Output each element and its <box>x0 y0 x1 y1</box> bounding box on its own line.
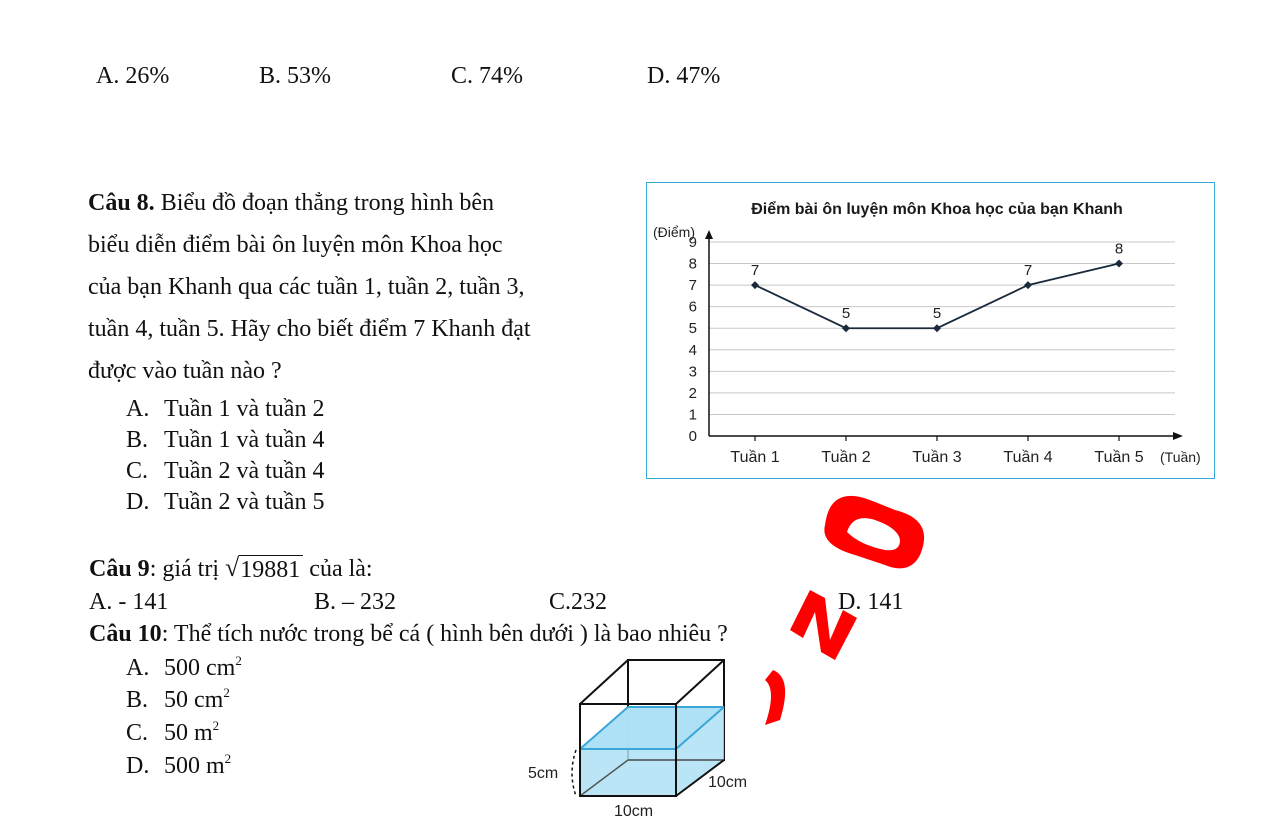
q10-option-c <box>126 719 219 747</box>
q8-line-5: được vào tuần nào ? <box>88 358 282 384</box>
watermark-letter-n-icon <box>790 590 857 660</box>
x-axis-arrow-icon <box>1173 432 1183 440</box>
q10-question <box>89 620 728 648</box>
height-label: 5cm <box>528 765 559 782</box>
sqrt-expression <box>225 555 303 584</box>
option-letter: B. <box>126 687 149 713</box>
q7-option-c: C. 74% <box>451 63 523 89</box>
q10-option-d <box>126 752 231 780</box>
q10-option-b <box>126 686 230 714</box>
x-tick-label: Tuần 3 <box>912 449 962 466</box>
y-tick-label: 7 <box>688 277 697 295</box>
option-exponent: 2 <box>212 718 220 733</box>
option-exponent: 2 <box>224 751 232 766</box>
data-point <box>1024 281 1032 289</box>
line-chart <box>646 182 1215 479</box>
option-value: 50 m <box>164 720 213 746</box>
radicand: 19881 <box>239 555 303 584</box>
y-tick-label: 5 <box>688 320 697 338</box>
option-exponent: 2 <box>235 653 242 668</box>
data-label: 7 <box>750 262 760 280</box>
data-point <box>751 281 759 289</box>
y-tick-label: 2 <box>688 384 697 402</box>
q9-question <box>89 555 373 584</box>
depth-label: 10cm <box>708 774 748 791</box>
q9-option-a: A. - 141 <box>89 589 169 615</box>
q9-label: Câu 9 <box>89 556 150 582</box>
watermark <box>735 480 965 730</box>
q7-option-a: A. 26% <box>96 63 170 89</box>
q9-text-before: : giá trị <box>149 556 226 582</box>
sqrt-symbol-icon: √ <box>225 553 240 582</box>
data-point <box>842 324 850 332</box>
grid-lines <box>709 242 1175 414</box>
q8-line-4: tuần 4, tuần 5. Hãy cho biết điểm 7 Khanh đạt <box>88 316 531 342</box>
option-value: 50 cm <box>164 687 224 713</box>
option-letter: A. <box>126 655 150 681</box>
option-text: Tuần 2 và tuần 4 <box>164 458 325 484</box>
chart-title: Điểm bài ôn luyện môn Khoa học của bạn Khanh <box>751 201 1123 218</box>
option-text: Tuần 1 và tuần 2 <box>164 396 325 422</box>
q10-label: Câu 10 <box>89 621 162 647</box>
width-label: 10cm <box>614 803 654 820</box>
option-letter: A. <box>126 396 150 422</box>
data-point <box>1115 260 1123 268</box>
x-axis-label: (Tuần) <box>1160 449 1201 465</box>
fish-tank-figure <box>520 650 760 822</box>
option-value: 500 m <box>164 753 225 779</box>
q9-option-d: D. 141 <box>838 589 904 615</box>
tank-edge <box>676 660 724 704</box>
data-label: 5 <box>932 305 942 323</box>
q9-text-after: của là: <box>303 556 373 582</box>
option-letter: D. <box>126 753 150 779</box>
line-chart-svg <box>647 183 1213 477</box>
option-exponent: 2 <box>223 685 230 700</box>
q10-option-a <box>126 654 242 682</box>
q8-option-d <box>126 488 324 516</box>
y-tick-label: 9 <box>688 234 697 251</box>
q8-option-a <box>126 395 324 423</box>
y-tick-label: 6 <box>688 298 697 316</box>
y-tick-label: 4 <box>688 341 697 359</box>
water-volume <box>580 707 724 796</box>
x-tick-label: Tuần 1 <box>730 449 780 466</box>
y-axis-label: (Điểm) <box>653 224 695 240</box>
q8-line-3: của bạn Khanh qua các tuần 1, tuần 2, tuần 3, <box>88 274 525 300</box>
watermark-letter-fragment-icon <box>765 670 785 725</box>
tank-edge <box>580 660 628 704</box>
q8-line-1 <box>88 182 628 224</box>
q8-option-b <box>126 426 324 454</box>
option-letter: C. <box>126 720 149 746</box>
y-tick-label: 0 <box>688 428 697 445</box>
x-tick-label: Tuần 5 <box>1094 449 1144 466</box>
y-tick-label: 1 <box>688 406 697 424</box>
watermark-letter-o-icon <box>824 496 924 568</box>
height-brace <box>572 750 576 796</box>
q7-option-d: D. 47% <box>647 63 721 89</box>
q7-option-b: B. 53% <box>259 63 331 89</box>
data-label: 7 <box>1023 262 1033 280</box>
option-letter: C. <box>126 458 149 484</box>
y-axis-arrow-icon <box>705 230 713 239</box>
option-text: Tuần 1 và tuần 4 <box>164 427 325 453</box>
axes <box>705 230 1183 440</box>
data-label: 5 <box>841 305 851 323</box>
q8-line-2: biểu diễn điểm bài ôn luyện môn Khoa học <box>88 232 503 258</box>
y-tick-labels <box>689 234 697 445</box>
q10-text: : Thể tích nước trong bể cá ( hình bên dưới ) là bao nhiêu ? <box>161 621 728 647</box>
q8-question <box>88 182 628 392</box>
option-letter: B. <box>126 427 149 453</box>
x-tick-label: Tuần 2 <box>821 449 871 466</box>
option-text: Tuần 2 và tuần 5 <box>164 489 325 515</box>
x-tick-labels <box>730 436 1143 466</box>
q8-option-c <box>126 457 324 485</box>
option-letter: D. <box>126 489 150 515</box>
data-point <box>933 324 941 332</box>
q8-label: Câu 8. <box>88 190 155 216</box>
q8-line-1-text: Biểu đồ đoạn thẳng trong hình bên <box>154 190 494 216</box>
q9-option-b: B. – 232 <box>314 589 397 615</box>
x-tick-label: Tuần 4 <box>1003 449 1053 466</box>
data-label: 8 <box>1114 240 1124 258</box>
q9-option-c: C.232 <box>549 589 608 615</box>
y-tick-label: 8 <box>688 255 697 273</box>
option-value: 500 cm <box>164 655 236 681</box>
y-tick-label: 3 <box>688 363 697 381</box>
